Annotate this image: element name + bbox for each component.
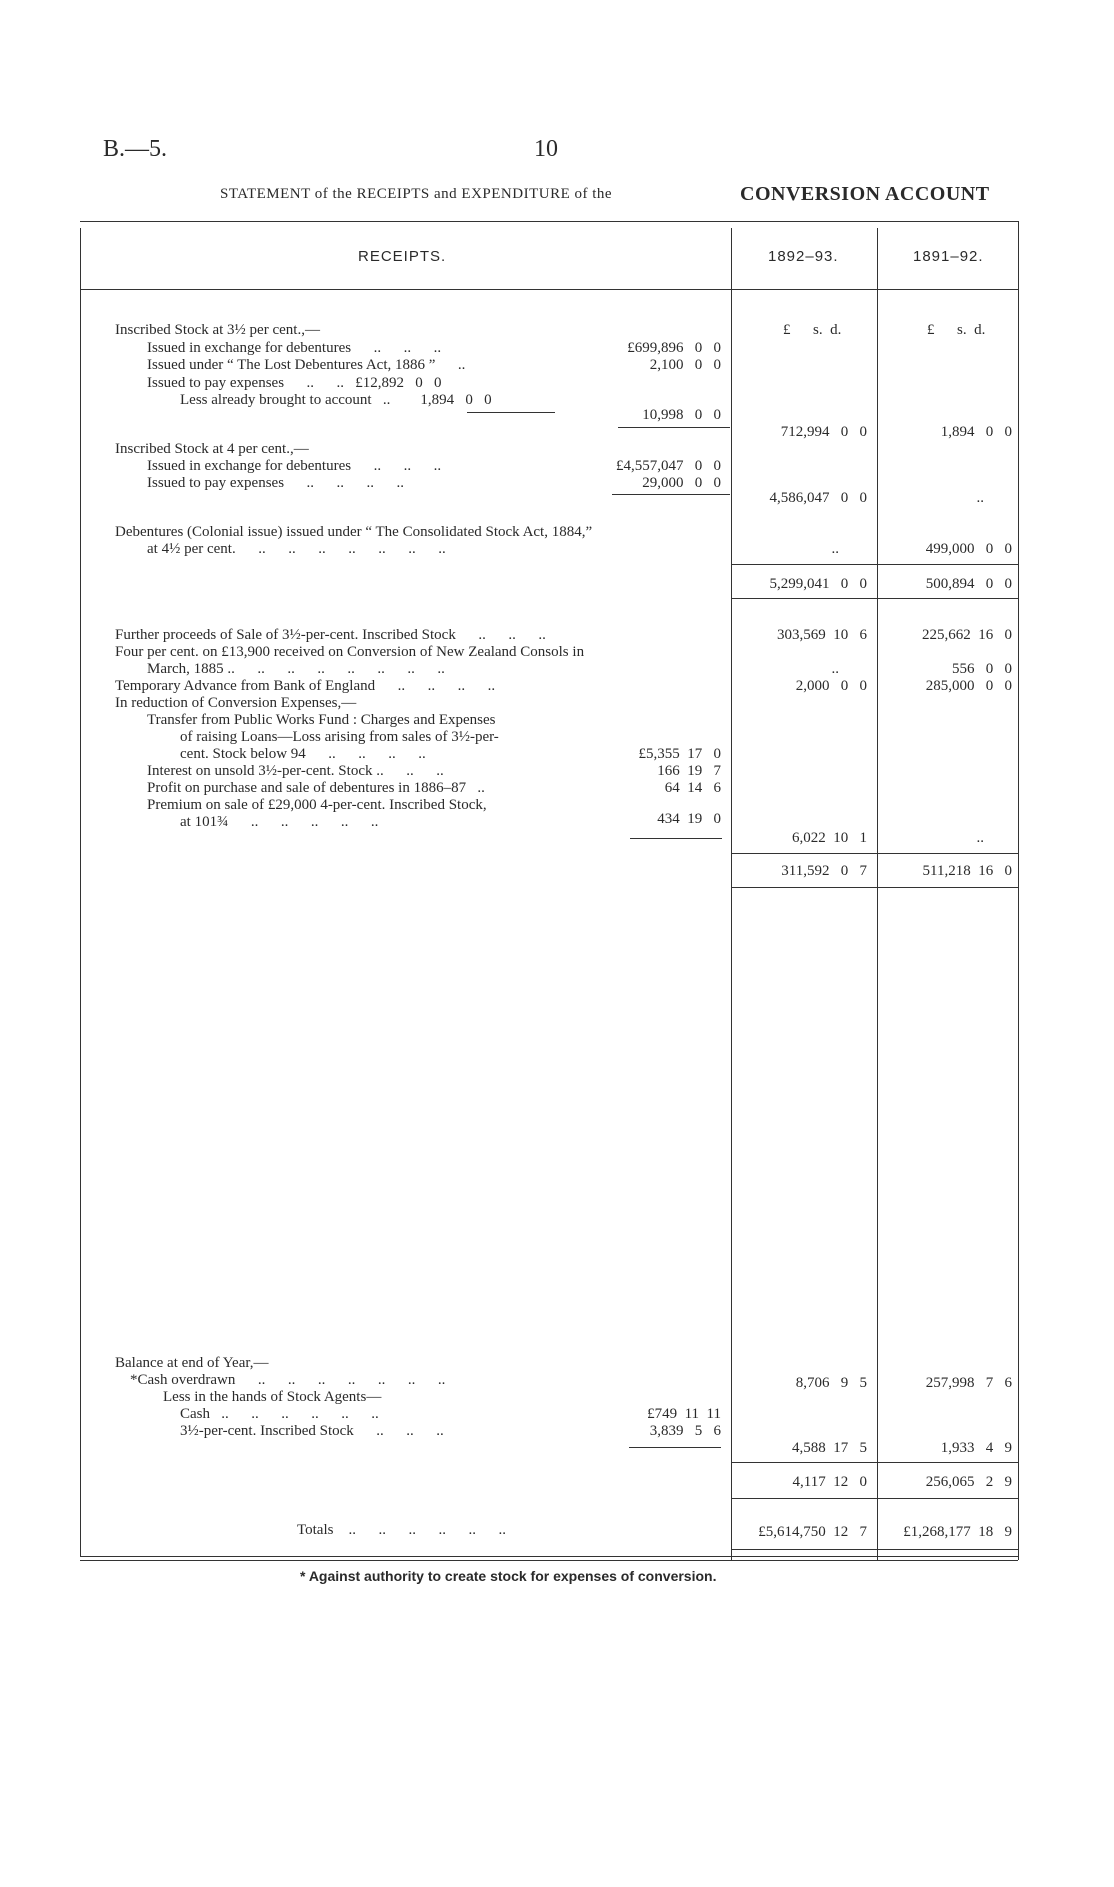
column-divider-1 <box>731 228 732 1560</box>
total-rule <box>731 887 1018 888</box>
subtotal-rule <box>630 838 722 839</box>
row-amount-1892-93: 5,299,041 0 0 <box>769 576 867 592</box>
row-amount-1891-92: 257,998 7 6 <box>925 1375 1012 1391</box>
row-subtotal: £699,896 0 0 <box>627 340 721 356</box>
total-1891-92: £1,268,177 18 9 <box>903 1524 1012 1540</box>
row-text: Issued in exchange for debentures .. .. .. <box>147 458 442 474</box>
units-1892-93: £ s. d. <box>783 322 842 338</box>
row-amount-1891-92: 1,894 0 0 <box>940 424 1012 440</box>
row-amount-1891-92: 225,662 16 0 <box>922 627 1012 643</box>
page-reference: B.—5. <box>103 136 168 162</box>
row-subtotal: 64 14 6 <box>664 780 721 796</box>
row-amount-1892-93: 303,569 10 6 <box>777 627 867 643</box>
row-text: Issued under “ The Lost Debentures Act, 1886 ” .. <box>147 357 466 373</box>
row-amount-1892-93: .. <box>831 661 839 677</box>
row-text: Issued to pay expenses .. .. .. .. <box>147 475 405 491</box>
row-text: Transfer from Public Works Fund : Charges and Expenses <box>147 712 496 728</box>
table-bottom-rule-2 <box>80 1560 1018 1561</box>
total-rule <box>731 564 1018 565</box>
row-amount-1892-93: 4,586,047 0 0 <box>769 490 867 506</box>
table-top-rule <box>80 221 1018 222</box>
row-subtotal: 2,100 0 0 <box>649 357 721 373</box>
row-text: *Cash overdrawn .. .. .. .. .. .. .. <box>130 1372 446 1388</box>
subtotal-rule <box>612 494 730 495</box>
row-amount-1891-92: 511,218 16 0 <box>922 863 1012 879</box>
row-text: Inscribed Stock at 3½ per cent.,— <box>115 322 320 338</box>
footnote: * Against authority to create stock for expenses of conversion. <box>300 1568 717 1584</box>
row-subtotal: 29,000 0 0 <box>642 475 721 491</box>
statement-title: STATEMENT of the RECEIPTS and EXPENDITURE of the <box>220 186 613 202</box>
row-text: of raising Loans—Loss arising from sales of 3½-per- <box>180 729 499 745</box>
page-number: 10 <box>534 136 558 162</box>
year-1891-92-header: 1891–92. <box>913 248 984 265</box>
row-amount-1892-93: 311,592 0 7 <box>781 863 867 879</box>
row-text: Less in the hands of Stock Agents— <box>163 1389 382 1405</box>
row-subtotal: 10,998 0 0 <box>642 407 721 423</box>
row-amount-1891-92: 1,933 4 9 <box>940 1440 1012 1456</box>
total-rule <box>731 1498 1018 1499</box>
row-text: Issued to pay expenses .. .. £12,892 0 0 <box>147 375 442 391</box>
row-text: Temporary Advance from Bank of England .. .. .. .. <box>115 678 496 694</box>
subtotal-rule <box>629 1447 721 1448</box>
row-subtotal: 166 19 7 <box>657 763 721 779</box>
row-text: Debentures (Colonial issue) issued under “ The Consolidated Stock Act, 1884,” <box>115 524 593 540</box>
row-amount-1891-92: 499,000 0 0 <box>925 541 1012 557</box>
row-text: Cash .. .. .. .. .. .. <box>180 1406 379 1422</box>
row-text: Less already brought to account .. 1,894 0 0 <box>180 392 492 408</box>
units-1891-92: £ s. d. <box>927 322 986 338</box>
account-name: CONVERSION ACCOUNT <box>740 183 990 205</box>
year-1892-93-header: 1892–93. <box>768 248 839 265</box>
row-amount-1892-93: 4,117 12 0 <box>792 1474 867 1490</box>
row-subtotal: £749 11 11 <box>647 1406 721 1422</box>
row-text: In reduction of Conversion Expenses,— <box>115 695 357 711</box>
row-amount-1891-92: 556 0 0 <box>952 661 1012 677</box>
total-rule <box>731 1462 1018 1463</box>
row-text: Interest on unsold 3½-per-cent. Stock .. .. .. <box>147 763 444 779</box>
row-subtotal: 3,839 5 6 <box>649 1423 721 1439</box>
total-rule <box>731 853 1018 854</box>
row-text: Four per cent. on £13,900 received on Conversion of New Zealand Consols in <box>115 644 585 660</box>
row-text: Premium on sale of £29,000 4-per-cent. Inscribed Stock, <box>147 797 487 813</box>
row-text: cent. Stock below 94 .. .. .. .. <box>180 746 426 762</box>
total-1892-93: £5,614,750 12 7 <box>758 1524 867 1540</box>
row-amount-1892-93: .. <box>831 541 839 557</box>
row-text: at 101¾ .. .. .. .. .. <box>180 814 379 830</box>
row-amount-1891-92: .. <box>976 490 984 506</box>
row-amount-1891-92: .. <box>976 830 984 846</box>
left-border <box>80 228 81 1556</box>
row-text: March, 1885 .. .. .. .. .. .. .. .. <box>147 661 445 677</box>
row-subtotal: £4,557,047 0 0 <box>616 458 721 474</box>
column-divider-2 <box>877 228 878 1560</box>
total-rule <box>731 598 1018 599</box>
row-amount-1892-93: 4,588 17 5 <box>792 1440 867 1456</box>
row-text: Issued in exchange for debentures .. .. .. <box>147 340 442 356</box>
row-subtotal: 434 19 0 <box>657 811 721 827</box>
row-amount-1892-93: 2,000 0 0 <box>795 678 867 694</box>
row-text: Balance at end of Year,— <box>115 1355 269 1371</box>
row-subtotal: £5,355 17 0 <box>638 746 721 762</box>
totals-rule <box>731 1549 1018 1550</box>
subtotal-rule <box>618 427 730 428</box>
receipts-header: RECEIPTS. <box>358 248 447 265</box>
row-text: Inscribed Stock at 4 per cent.,— <box>115 441 309 457</box>
row-amount-1892-93: 712,994 0 0 <box>780 424 867 440</box>
row-amount-1892-93: 8,706 9 5 <box>795 1375 867 1391</box>
totals-label: Totals .. .. .. .. .. .. <box>297 1522 506 1538</box>
row-amount-1891-92: 285,000 0 0 <box>925 678 1012 694</box>
row-text: Profit on purchase and sale of debentures in 1886–87 .. <box>147 780 485 796</box>
row-amount-1892-93: 6,022 10 1 <box>792 830 867 846</box>
row-text: at 4½ per cent. .. .. .. .. .. .. .. <box>147 541 446 557</box>
right-border <box>1018 221 1019 1560</box>
row-text: 3½-per-cent. Inscribed Stock .. .. .. <box>180 1423 444 1439</box>
row-text: Further proceeds of Sale of 3½-per-cent. Inscribed Stock .. .. .. <box>115 627 546 643</box>
subtotal-rule <box>467 412 555 413</box>
row-amount-1891-92: 500,894 0 0 <box>925 576 1012 592</box>
row-amount-1891-92: 256,065 2 9 <box>925 1474 1012 1490</box>
